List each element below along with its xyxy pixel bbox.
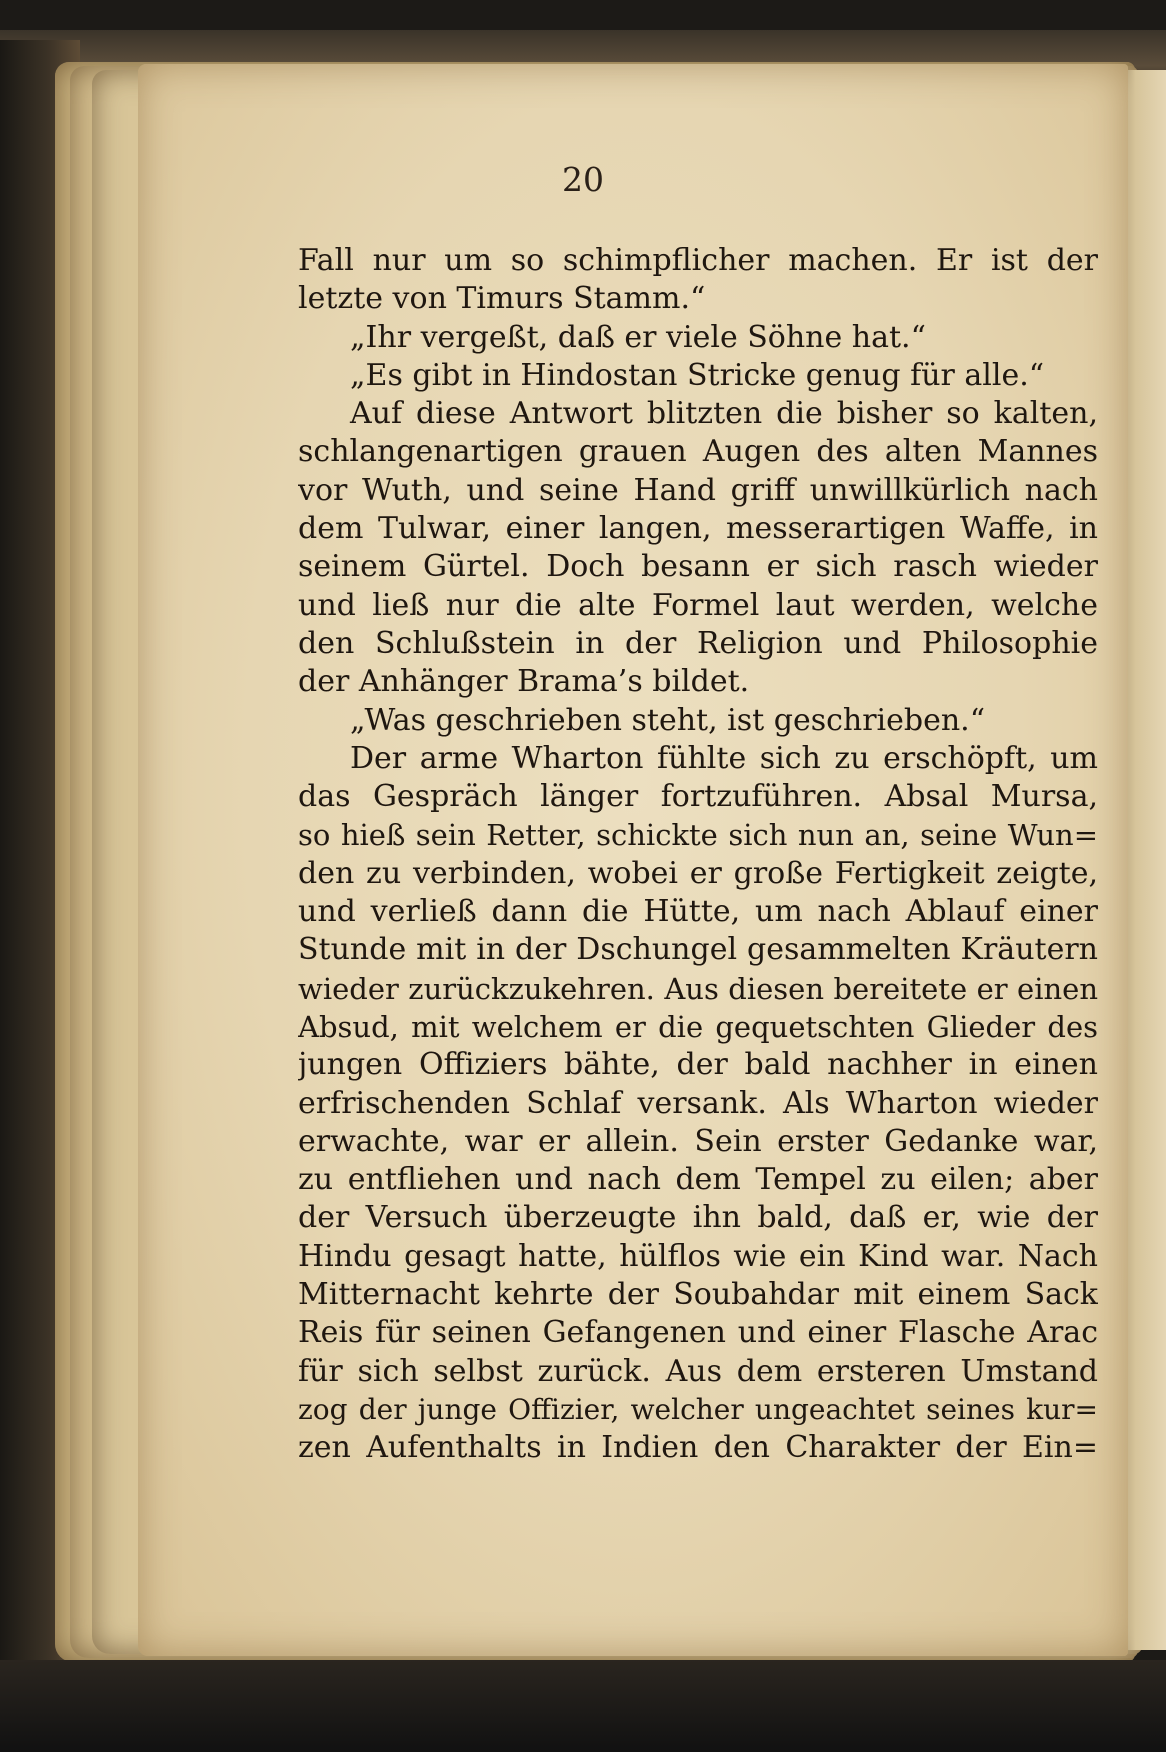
text-line: jungen Offiziers bähte, der bald nachher in einen — [298, 1047, 1098, 1083]
text-line: Stunde mit in der Dschungel gesammelten Kräutern — [298, 932, 1098, 968]
text-line: das Gespräch länger fortzuführen. Absal Mursa, — [298, 779, 1098, 815]
text-line: „Was geschrieben steht, ist geschrieben.“ — [350, 702, 986, 738]
text-line: und verließ dann die Hütte, um nach Ablauf einer — [298, 894, 1098, 930]
book-bottom-shadow — [0, 1660, 1166, 1752]
text-line: und ließ nur die alte Formel laut werden, welche — [298, 587, 1098, 623]
text-line: erfrischenden Schlaf versank. Als Wharton wieder — [298, 1085, 1098, 1121]
text-line: zen Aufenthalts in Indien den Charakter der Ein= — [298, 1430, 1098, 1466]
text-line: Auf diese Antwort blitzten die bisher so kalten, — [350, 396, 1098, 432]
page-number: 20 — [562, 160, 604, 199]
text-line: Absud, mit welchem er die gequetschten Glieder des — [298, 1009, 1098, 1044]
text-line: dem Tulwar, einer langen, messerartigen Waffe, in — [298, 511, 1098, 547]
text-line: seinem Gürtel. Doch besann er sich rasch wieder — [298, 549, 1098, 585]
text-line: wieder zurückzukehren. Aus diesen bereitete er einen — [298, 971, 1098, 1006]
text-line: Fall nur um so schimpflicher machen. Er ist der — [298, 243, 1098, 278]
text-line: den Schlußstein in der Religion und Philosophie — [298, 625, 1098, 661]
text-line: der Versuch überzeugte ihn bald, daß er, wie der — [298, 1200, 1098, 1236]
text-line: vor Wuth, und seine Hand griff unwillkürlich nach — [298, 472, 1098, 508]
text-line: schlangenartigen grauen Augen des alten Mannes — [298, 434, 1098, 470]
page-text-block — [298, 242, 1098, 1468]
text-line: letzte von Timurs Stamm.“ — [298, 281, 706, 317]
text-line: für sich selbst zurück. Aus dem ersteren Umstand — [298, 1353, 1098, 1389]
text-line: Reis für seinen Gefangenen und einer Flasche Arac — [298, 1315, 1098, 1351]
text-line: erwachte, war er allein. Sein erster Gedanke war, — [298, 1123, 1098, 1159]
text-line: den zu verbinden, wobei er große Fertigkeit zeigte, — [298, 855, 1098, 891]
text-line: zog der junge Offizier, welcher ungeachtet seines kur= — [298, 1392, 1098, 1426]
text-line: „Ihr vergeßt, daß er viele Söhne hat.“ — [350, 319, 926, 355]
text-line: Mitternacht kehrte der Soubahdar mit einem Sack — [298, 1277, 1098, 1313]
text-line: der Anhänger Brama’s bildet. — [298, 664, 750, 700]
text-line: Hindu gesagt hatte, hülflos wie ein Kind war. Nach — [298, 1238, 1098, 1274]
text-line: zu entfliehen und nach dem Tempel zu eilen; aber — [298, 1162, 1098, 1198]
text-line: „Es gibt in Hindostan Stricke genug für alle.“ — [350, 357, 1045, 393]
text-line: so hieß sein Retter, schickte sich nun an, seine Wun= — [298, 818, 1098, 853]
text-line: Der arme Wharton fühlte sich zu erschöpft, um — [350, 740, 1098, 776]
